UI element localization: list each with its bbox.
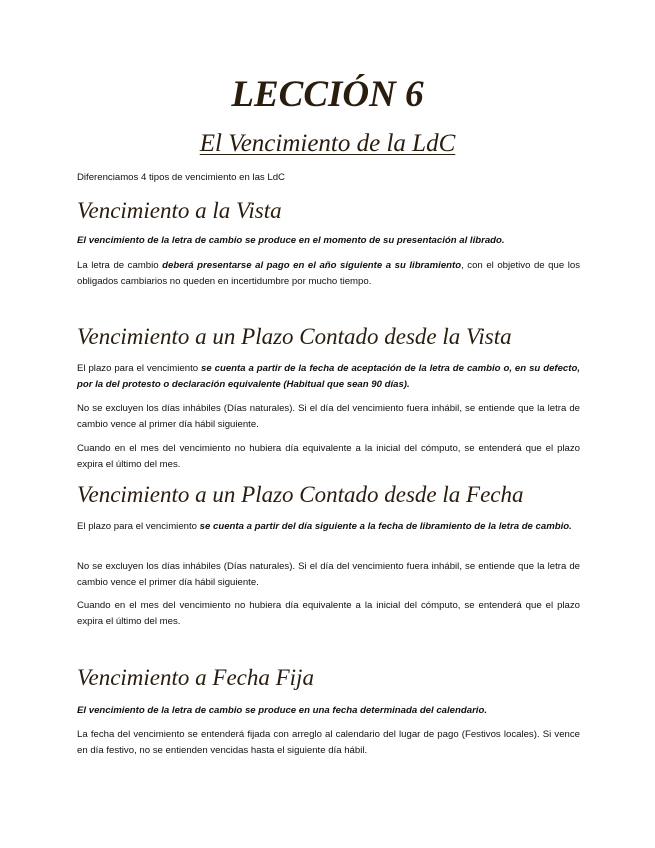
intro-text: Diferenciamos 4 tipos de vencimiento en las LdC [77, 172, 285, 183]
text-run: El plazo para el vencimiento [77, 363, 202, 374]
section-plazo-fecha-paragraph-2: No se excluyen los días inhábiles (Días naturales). Si el día del vencimiento fuera inhábil, se entiende que la letra de cambio vence el primer día hábil siguiente. [77, 561, 580, 588]
emphasis-text: deberá presentarse al pago en el año siguiente a su libramiento [162, 260, 462, 271]
section-plazo-fecha-paragraph-3: Cuando en el mes del vencimiento no hubiera día equivalente a la inicial del cómputo, se entenderá que el plazo expira el último del mes. [77, 600, 580, 627]
page-subtitle [0, 127, 655, 161]
section-vista-paragraph-2 [77, 258, 580, 289]
emphasis-text: se cuenta a partir del día siguiente a la fecha de libramiento de la letra de cambio. [199, 521, 572, 532]
section-heading-plazo-fecha: Vencimiento a un Plazo Contado desde la Fecha [77, 482, 524, 507]
text-run: La letra de cambio [77, 260, 163, 271]
text-run: El plazo para el vencimiento [77, 521, 200, 532]
section-plazo-vista-paragraph-3: Cuando en el mes del vencimiento no hubiera día equivalente a la inicial del cómputo, se entenderá que el plazo expira el último del mes. [77, 443, 580, 470]
section-fecha-fija-paragraph-2: La fecha del vencimiento se entenderá fijada con arreglo al calendario del lugar de pago (Festivos locales). Si vence en día festivo, no se entienden vencidas hasta el siguiente día hábil. [77, 729, 580, 756]
text-run: , con el objetivo de que los obligados cambiarios no queden en incertidumbre por mucho tiempo. [77, 260, 581, 287]
section-heading-fecha-fija: Vencimiento a Fecha Fija [77, 665, 314, 690]
section-fecha-fija-paragraph-1: El vencimiento de la letra de cambio se produce en una fecha determinada del calendario. [77, 705, 487, 716]
section-heading-vista: Vencimiento a la Vista [77, 198, 282, 223]
section-plazo-fecha-paragraph-1 [77, 519, 580, 535]
page-title: LECCIÓN 6 [231, 74, 424, 115]
page-subtitle-text: El Vencimiento de la LdC [199, 130, 456, 157]
section-plazo-vista-paragraph-1 [77, 361, 580, 392]
section-vista-paragraph-1: El vencimiento de la letra de cambio se produce en el momento de su presentación al librado. [77, 235, 505, 246]
section-plazo-vista-paragraph-2: No se excluyen los días inhábiles (Días naturales). Si el día del vencimiento fuera inhábil, se entiende que la letra de cambio vence al primer día hábil siguiente. [77, 403, 580, 430]
emphasis-text: se cuenta a partir de la fecha de aceptación de la letra de cambio o, en su defecto, por la del protesto o declaración equivalente (Habitual que sean 90 días). [77, 363, 580, 390]
section-heading-plazo-vista: Vencimiento a un Plazo Contado desde la Vista [77, 324, 512, 349]
